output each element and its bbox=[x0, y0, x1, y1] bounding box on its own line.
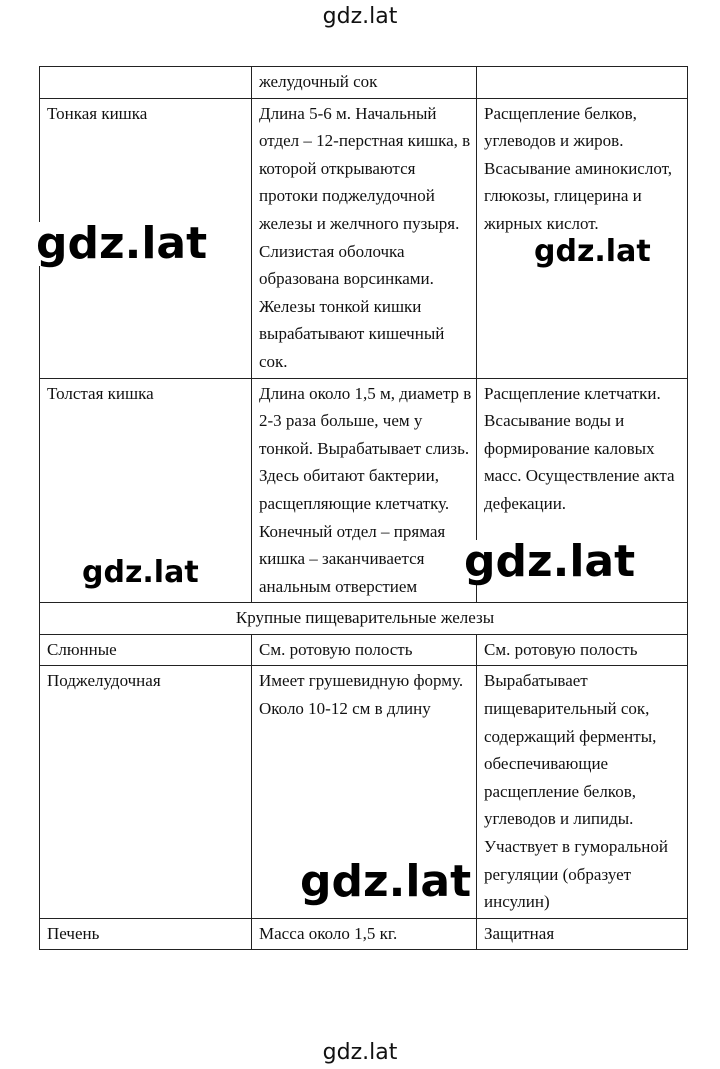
table-row bbox=[40, 634, 688, 666]
function-cell: Защитная bbox=[477, 918, 688, 950]
function-cell: Вырабатывает пищеварительный сок, содержащий ферменты, обеспечивающие расщепление белков, углеводов и липиды. Участвует в гуморальной регуляции (образует инсулин) bbox=[477, 666, 688, 918]
watermark: gdz.lat bbox=[32, 222, 211, 266]
watermark: gdz.lat bbox=[460, 540, 639, 584]
structure-cell: Имеет грушевидную форму. Около 10-12 см в длину bbox=[252, 666, 477, 918]
organ-cell: Печень bbox=[40, 918, 252, 950]
organ-cell: Толстая кишка bbox=[40, 378, 252, 603]
function-cell: Расщепление белков, углеводов и жиров. Всасывание аминокислот, глюкозы, глицерина и жирных кислот. bbox=[477, 98, 688, 378]
function-cell: Расщепление клетчатки. Всасывание воды и формирование каловых масс. Осуществление акта дефекации. bbox=[477, 378, 688, 603]
watermark: gdz.lat bbox=[296, 860, 475, 904]
organ-cell: Слюнные bbox=[40, 634, 252, 666]
table-row bbox=[40, 67, 688, 99]
structure-cell: Длина около 1,5 м, диаметр в 2-3 раза больше, чем у тонкой. Вырабатывает слизь. Здесь обитают бактерии, расщепляющие клетчатку. Конечный отдел – прямая кишка – заканчивается анальным отверстием bbox=[252, 378, 477, 603]
section-row bbox=[40, 603, 688, 635]
structure-cell: Масса около 1,5 кг. bbox=[252, 918, 477, 950]
function-cell: См. ротовую полость bbox=[477, 634, 688, 666]
site-footer: gdz.lat bbox=[322, 1040, 398, 1065]
function-cell bbox=[477, 67, 688, 99]
section-heading: Крупные пищеварительные железы bbox=[40, 603, 688, 635]
structure-cell: См. ротовую полость bbox=[252, 634, 477, 666]
organ-cell: Поджелудочная bbox=[40, 666, 252, 918]
table-row bbox=[40, 918, 688, 950]
organ-cell bbox=[40, 67, 252, 99]
watermark: gdz.lat bbox=[78, 558, 203, 588]
structure-cell: желудочный сок bbox=[252, 67, 477, 99]
site-header: gdz.lat bbox=[322, 4, 398, 29]
structure-cell: Длина 5-6 м. Начальный отдел – 12-перстная кишка, в которой открываются протоки поджелудочной железы и желчного пузыря. Слизистая оболочка образована ворсинками. Железы тонкой кишки вырабатывают кишечный сок. bbox=[252, 98, 477, 378]
digestive-organs-table bbox=[39, 66, 688, 950]
watermark: gdz.lat bbox=[530, 237, 655, 267]
organ-cell: Тонкая кишка bbox=[40, 98, 252, 378]
